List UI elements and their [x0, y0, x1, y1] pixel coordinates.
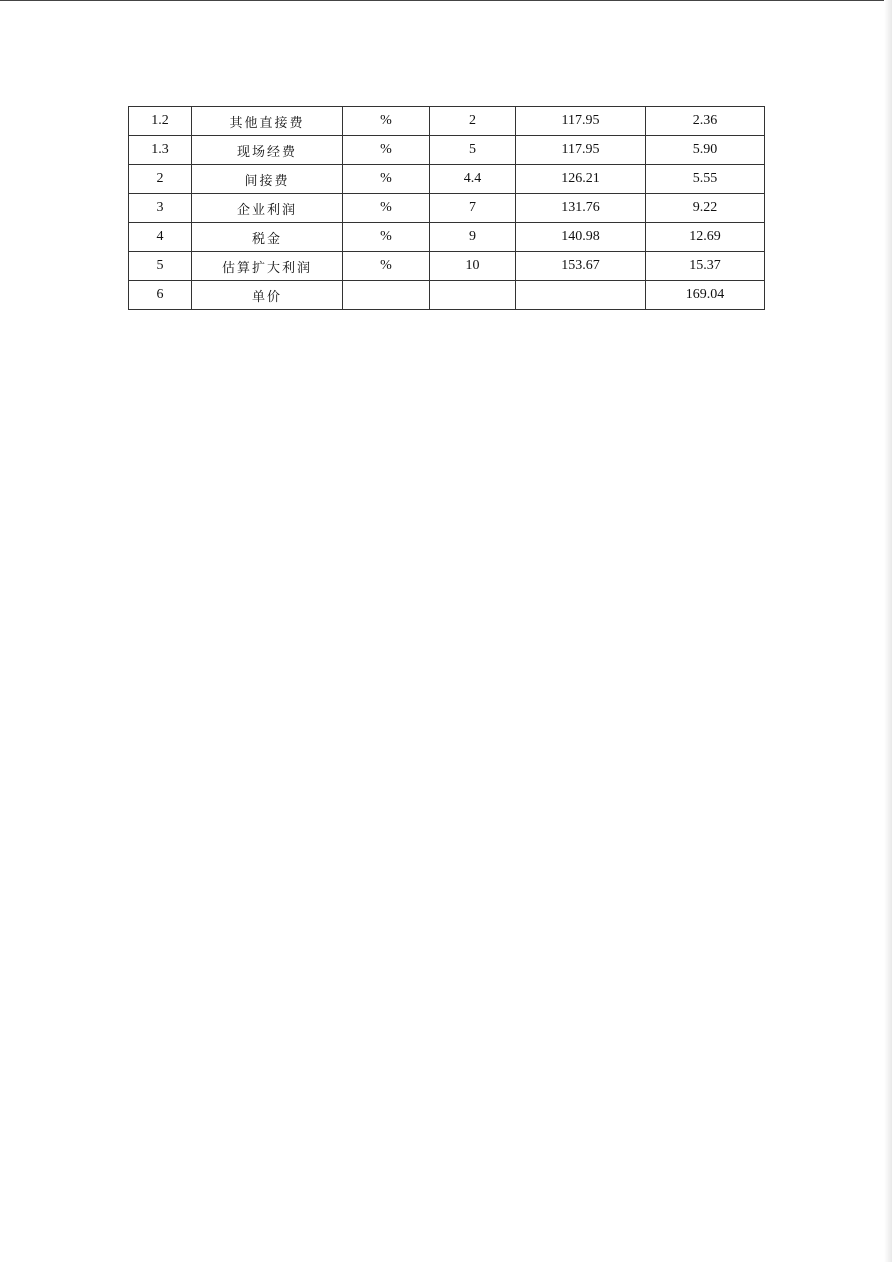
amount-cell: 169.04 — [646, 281, 765, 310]
unit-price-table — [128, 106, 765, 310]
page-top-border — [0, 0, 892, 1]
base-cell: 153.67 — [516, 252, 646, 281]
unit-cell: % — [343, 194, 430, 223]
unit-cell: % — [343, 223, 430, 252]
amount-cell: 2.36 — [646, 107, 765, 136]
table-row — [129, 107, 765, 136]
row-number: 5 — [129, 252, 192, 281]
row-number: 2 — [129, 165, 192, 194]
item-name: 税金 — [192, 223, 343, 252]
rate-cell: 9 — [430, 223, 516, 252]
amount-cell: 12.69 — [646, 223, 765, 252]
row-number: 1.2 — [129, 107, 192, 136]
base-cell: 140.98 — [516, 223, 646, 252]
amount-cell: 5.90 — [646, 136, 765, 165]
unit-cell: % — [343, 165, 430, 194]
item-name: 现场经费 — [192, 136, 343, 165]
row-number: 6 — [129, 281, 192, 310]
unit-cell: % — [343, 252, 430, 281]
row-number: 1.3 — [129, 136, 192, 165]
rate-cell: 5 — [430, 136, 516, 165]
table-row — [129, 136, 765, 165]
item-name: 企业利润 — [192, 194, 343, 223]
base-cell — [516, 281, 646, 310]
table-row — [129, 281, 765, 310]
amount-cell: 9.22 — [646, 194, 765, 223]
rate-cell — [430, 281, 516, 310]
rate-cell: 10 — [430, 252, 516, 281]
base-cell: 117.95 — [516, 107, 646, 136]
table-row — [129, 165, 765, 194]
unit-cell — [343, 281, 430, 310]
rate-cell: 2 — [430, 107, 516, 136]
base-cell: 131.76 — [516, 194, 646, 223]
rate-cell: 7 — [430, 194, 516, 223]
item-name: 间接费 — [192, 165, 343, 194]
rate-cell: 4.4 — [430, 165, 516, 194]
unit-cell: % — [343, 136, 430, 165]
item-name: 估算扩大利润 — [192, 252, 343, 281]
item-name: 其他直接费 — [192, 107, 343, 136]
unit-cell: % — [343, 107, 430, 136]
amount-cell: 15.37 — [646, 252, 765, 281]
base-cell: 117.95 — [516, 136, 646, 165]
row-number: 3 — [129, 194, 192, 223]
base-cell: 126.21 — [516, 165, 646, 194]
amount-cell: 5.55 — [646, 165, 765, 194]
table-row — [129, 194, 765, 223]
row-number: 4 — [129, 223, 192, 252]
table-row — [129, 252, 765, 281]
item-name: 单价 — [192, 281, 343, 310]
table-row — [129, 223, 765, 252]
page-edge-shadow — [884, 0, 892, 1262]
